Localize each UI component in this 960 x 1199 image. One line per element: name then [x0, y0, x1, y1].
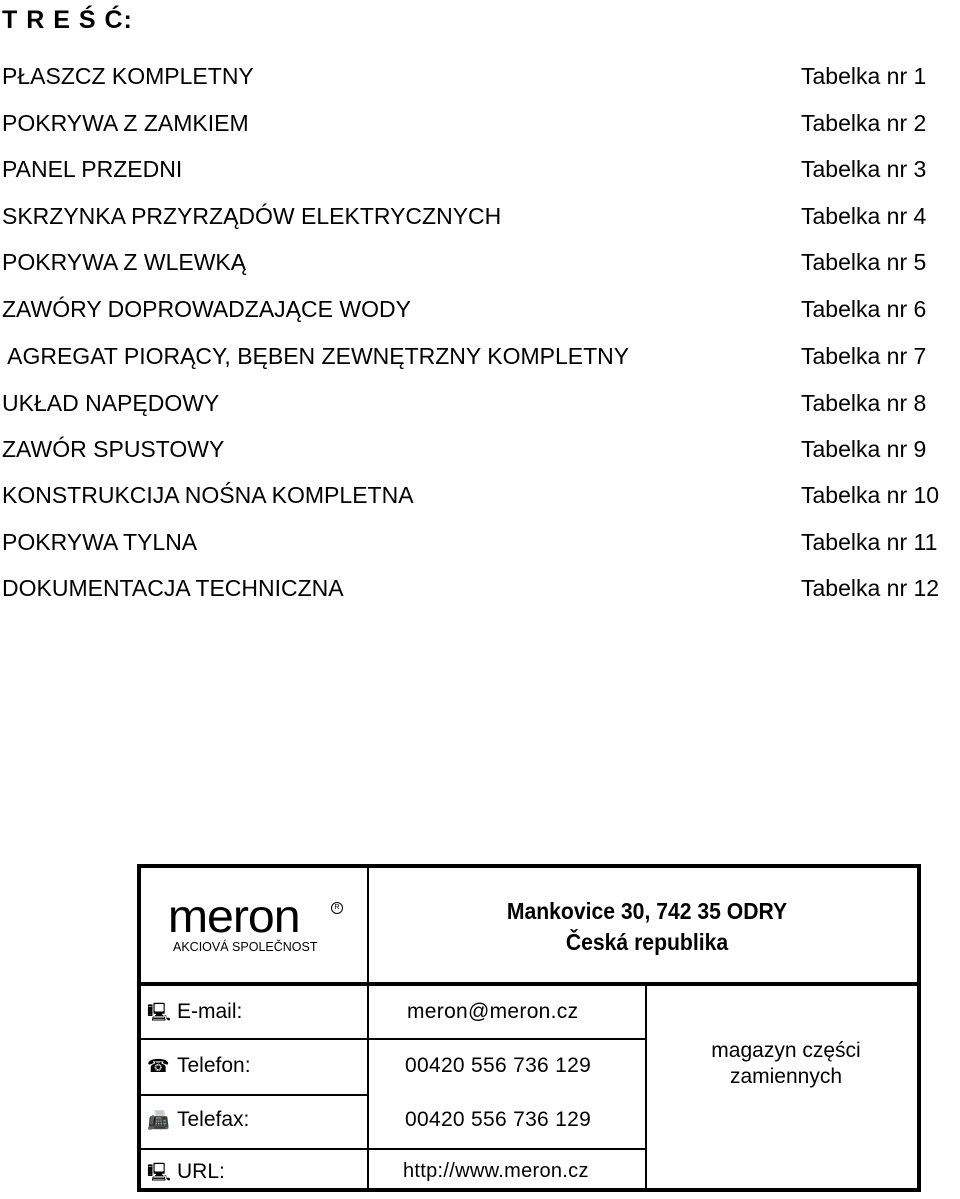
- toc-row: [0, 575, 960, 605]
- telephone-icon: ☎: [147, 1056, 170, 1076]
- divider: [141, 1094, 367, 1096]
- toc-ref: Tabelka nr 11: [801, 529, 938, 555]
- registered-mark-icon: R: [331, 902, 343, 914]
- url-value[interactable]: http://www.meron.cz: [403, 1160, 589, 1182]
- company-logo: [167, 890, 351, 964]
- toc-row: [0, 296, 960, 326]
- toc-title: KONSTRUKCIJA NOŚNA KOMPLETNA: [2, 482, 414, 508]
- logo-wordmark: meron: [167, 890, 300, 942]
- address-line: Mankovice 30, 742 35 ODRY: [506, 898, 788, 924]
- email-label-row: [147, 1000, 242, 1030]
- fax-value: 00420 556 736 129: [405, 1108, 592, 1131]
- computer-icon: 🖳: [147, 1162, 172, 1182]
- toc-title: DOKUMENTACJA TECHNICZNA: [2, 575, 344, 601]
- url-label: URL:: [177, 1160, 225, 1183]
- warehouse-line: magazyn części: [711, 1039, 861, 1062]
- toc-ref: Tabelka nr 7: [801, 343, 927, 369]
- email-label: E-mail:: [177, 1000, 243, 1023]
- phone-value: 00420 556 736 129: [405, 1054, 592, 1077]
- fax-label-row: [147, 1108, 249, 1132]
- toc-title: PŁASZCZ KOMPLETNY: [2, 63, 254, 89]
- toc-ref: Tabelka nr 10: [801, 482, 940, 508]
- toc-title: ZAWÓRY DOPROWADZAJĄCE WODY: [2, 296, 411, 322]
- contact-box: [137, 864, 921, 1192]
- divider: [367, 986, 369, 1188]
- toc-row: [0, 482, 960, 512]
- toc-row: [0, 203, 960, 233]
- toc-ref: Tabelka nr 5: [801, 249, 927, 275]
- toc-ref: Tabelka nr 9: [801, 436, 927, 462]
- toc-title: SKRZYNKA PRZYRZĄDÓW ELEKTRYCZNYCH: [2, 203, 502, 229]
- divider: [141, 1148, 645, 1150]
- company-address: [391, 896, 903, 958]
- divider: [367, 868, 369, 982]
- warehouse-line: zamiennych: [729, 1065, 843, 1088]
- toc-row: [0, 436, 960, 466]
- toc-row: [0, 63, 960, 93]
- toc-row: [0, 343, 960, 373]
- warehouse-note: [647, 1038, 925, 1090]
- toc-title: PANEL PRZEDNI: [2, 156, 183, 182]
- toc-row: [0, 390, 960, 420]
- toc-title: POKRYWA TYLNA: [2, 529, 198, 555]
- toc-ref: Tabelka nr 6: [801, 296, 927, 322]
- phone-label-row: [147, 1054, 251, 1078]
- toc-heading: T R E Ś Ć:: [2, 6, 133, 34]
- toc-title: ZAWÓR SPUSTOWY: [2, 436, 225, 462]
- email-value[interactable]: meron@meron.cz: [407, 1000, 579, 1023]
- phone-label: Telefon:: [177, 1054, 251, 1077]
- toc-title: POKRYWA Z WLEWKĄ: [2, 249, 247, 275]
- fax-label: Telefax:: [177, 1108, 250, 1131]
- toc-title: UKŁAD NAPĘDOWY: [2, 390, 220, 416]
- toc-ref: Tabelka nr 8: [801, 390, 927, 416]
- toc-ref: Tabelka nr 3: [801, 156, 927, 182]
- toc-row: [0, 249, 960, 279]
- computer-icon: 🖳: [147, 1002, 172, 1022]
- toc-ref: Tabelka nr 12: [801, 575, 940, 601]
- toc-title: AGREGAT PIORĄCY, BĘBEN ZEWNĘTRZNY KOMPLETNY: [2, 343, 630, 369]
- toc-row: [0, 156, 960, 186]
- fax-icon: 📠: [147, 1110, 170, 1130]
- toc-row: [0, 529, 960, 559]
- divider: [141, 982, 917, 986]
- toc-row: [0, 110, 960, 140]
- logo-subtitle: AKCIOVÁ SPOLEČNOST: [173, 940, 318, 954]
- toc-title: POKRYWA Z ZAMKIEM: [2, 110, 249, 136]
- toc-ref: Tabelka nr 2: [801, 110, 927, 136]
- url-label-row: [147, 1160, 225, 1190]
- toc-ref: Tabelka nr 1: [801, 63, 927, 89]
- divider: [141, 1038, 645, 1040]
- address-country: Česká republika: [565, 929, 729, 955]
- toc-ref: Tabelka nr 4: [801, 203, 927, 229]
